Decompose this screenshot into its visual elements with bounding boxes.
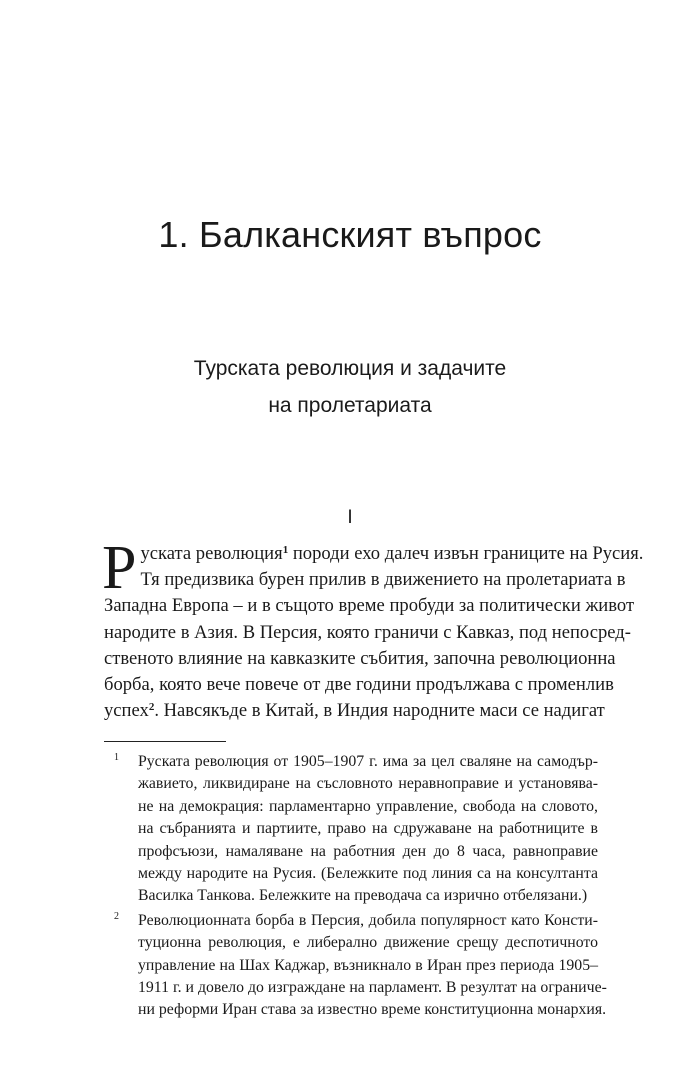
body-line-7: успех$^2$. Навсякъде в Китай, в Индия народните маси се надигат [104, 700, 605, 722]
footnote-marker: 1 [114, 752, 119, 763]
footnotes [104, 751, 607, 1024]
drop-cap: Р [102, 534, 137, 602]
body-line-6: борба, която вече повече от две години продължава с променлив [104, 674, 614, 696]
body-line-1: уската революция$^1$ породи ехо далеч извън границите на Русия. [140, 543, 644, 564]
footnote-line: управление на Шах Каджар, възникнало в Иран през периода 1905– [138, 956, 598, 974]
section-title-line-1: Турската революция и задачите [193, 357, 507, 380]
footnote-marker: 2 [114, 910, 119, 922]
footnote-line: Руската революция от 1905–1907 г. има за цел сваляне на самодър- [138, 753, 598, 770]
body-line-3: Западна Европа – и в същото време пробуди за политически живот [104, 595, 635, 617]
body-paragraph [102, 534, 644, 724]
footnote-line: между народите на Русия. (Бележките под линия са на консултанта [138, 865, 598, 883]
footnote-line: на събранията и партиите, право на сдружаване на работниците в [138, 820, 598, 838]
footnote-line: профсъюзи, намаляване на работния ден до 8 часа, равноправие [138, 842, 598, 860]
body-line-2: Тя предизвика бурен прилив в движението на пролетариата в [140, 569, 626, 591]
part-number: I [347, 507, 353, 528]
footnote-line: 1911 г. и довело до изграждане на парламент. В резултат на ограниче- [138, 979, 607, 997]
footnote-divider [104, 741, 226, 742]
footnote-line: Василка Танкова. Бележките на преводача са изрично отбелязани.) [138, 887, 588, 905]
body-line-5: ственото влияние на кавказките събития, започна революционна [104, 647, 616, 669]
footnote-1 [104, 751, 598, 908]
footnote-ref-1[interactable]: 1 [282, 544, 289, 556]
body-line-4: народите в Азия. В Персия, която граничи с Кавказ, под непосред- [104, 621, 631, 643]
footnote-ref-2[interactable]: 2 [148, 701, 155, 714]
footnote-line: Революционната борба в Персия, добила популярност като Консти- [138, 911, 598, 929]
section-title-line-2: на пролетариата [268, 394, 432, 417]
footnote-2 [104, 910, 607, 1022]
footnote-line: туционна революция, е либерално движение срещу деспотичното [138, 934, 598, 952]
footnote-line: жавието, ликвидиране на съсловното неравноправие и установява- [138, 775, 598, 793]
chapter-title: 1. Балканският въпрос [158, 214, 542, 255]
section-title [0, 350, 700, 424]
footnote-line: ни реформи Иран става за известно време конституционна монархия. [138, 1001, 607, 1019]
footnote-line: не на демокрация: парламентарно управление, свобода на словото, [138, 797, 598, 815]
